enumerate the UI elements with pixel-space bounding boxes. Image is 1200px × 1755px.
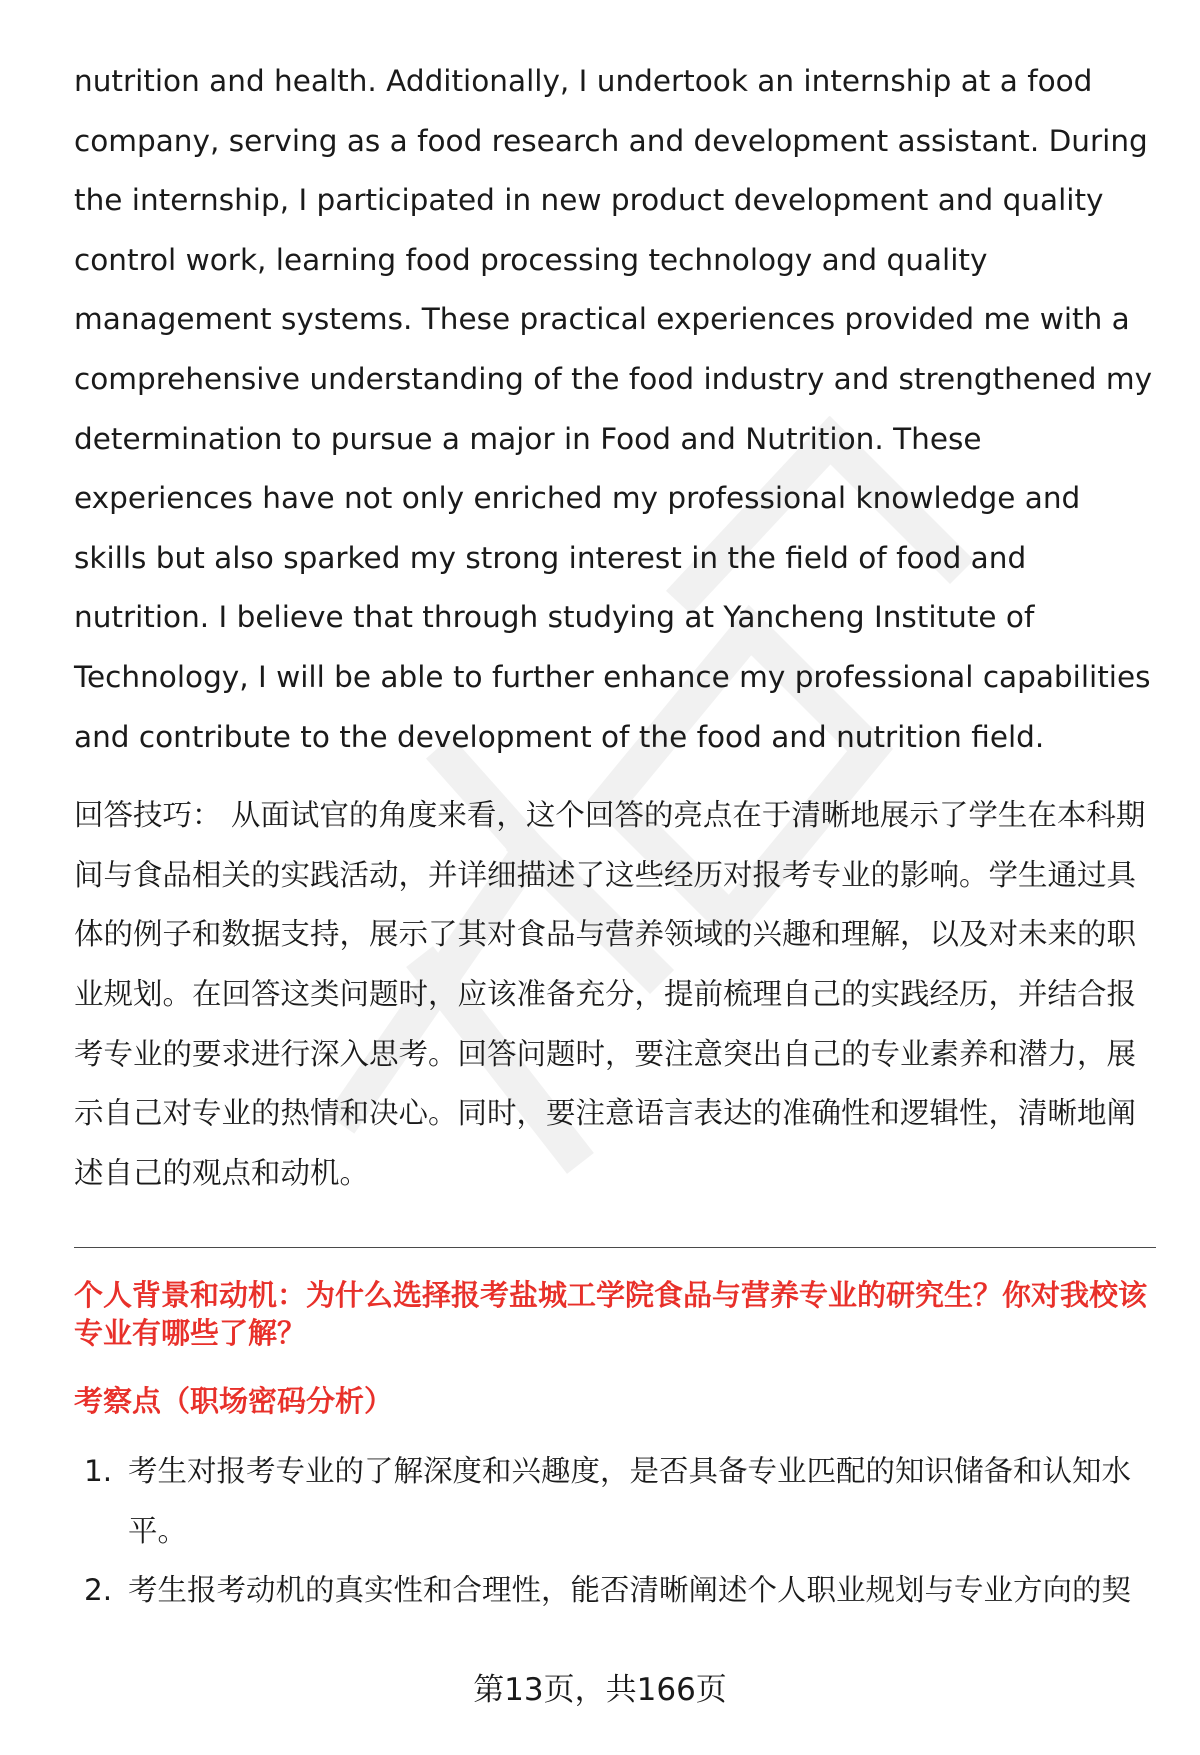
list-item [74, 1442, 1156, 1561]
section-divider [74, 1247, 1156, 1248]
list-item-text: 考生报考动机的真实性和合理性，能否清晰阐述个人职业规划与专业方向的契 [128, 1573, 1132, 1608]
document-content [74, 52, 1156, 1621]
list-item-number: 1. [84, 1454, 113, 1489]
answer-tip-text: 从面试官的角度来看，这个回答的亮点在于清晰地展示了学生在本科期间与食品相关的实践活动，并详细描述了这些经历对报考专业的影响。学生通过具体的例子和数据支持，展示了其对食品与营养领域的兴趣和理解，以及对未来的职业规划。在回答这类问题时，应该准备充分，提前梳理自己的实践经历，并结合报考专业的要求进行深入思考。回答问题时，要注意突出自己的专业素养和潜力，展示自己对专业的热情和决心。同时，要注意语言表达的准确性和逻辑性，清晰地阐述自己的观点和动机。 [74, 798, 1146, 1190]
list-item-number: 2. [84, 1573, 113, 1608]
answer-continuation-paragraph: nutrition and health. Additionally, I undertook an internship at a food company, serving as a food research and development assistant. During the internship, I participated in new product development and quality control work, learning food processing technology and quality management systems. These practical experiences provided me with a comprehensive understanding of the food industry and strengthened my determination to pursue a major in Food and Nutrition. These experiences have not only enriched my professional knowledge and skills but also sparked my strong interest in the field of food and nutrition. I believe that through studying at Yancheng Institute of Technology, I will be able to further enhance my professional capabilities and contribute to the development of the food and nutrition field. [74, 64, 1153, 754]
list-item [74, 1561, 1156, 1621]
answer-tip-label: 回答技巧： [74, 798, 222, 833]
assessment-points-list [74, 1442, 1156, 1621]
assessment-points-heading: 考察点（职场密码分析） [74, 1384, 394, 1419]
question-title: 个人背景和动机：为什么选择报考盐城工学院食品与营养专业的研究生？你对我校该专业有哪些了解？ [74, 1278, 1148, 1351]
page-number-footer: 第13页，共166页 [473, 1672, 727, 1708]
answer-tip-paragraph [74, 786, 1156, 1203]
list-item-text: 考生对报考专业的了解深度和兴趣度，是否具备专业匹配的知识储备和认知水平。 [128, 1454, 1132, 1548]
